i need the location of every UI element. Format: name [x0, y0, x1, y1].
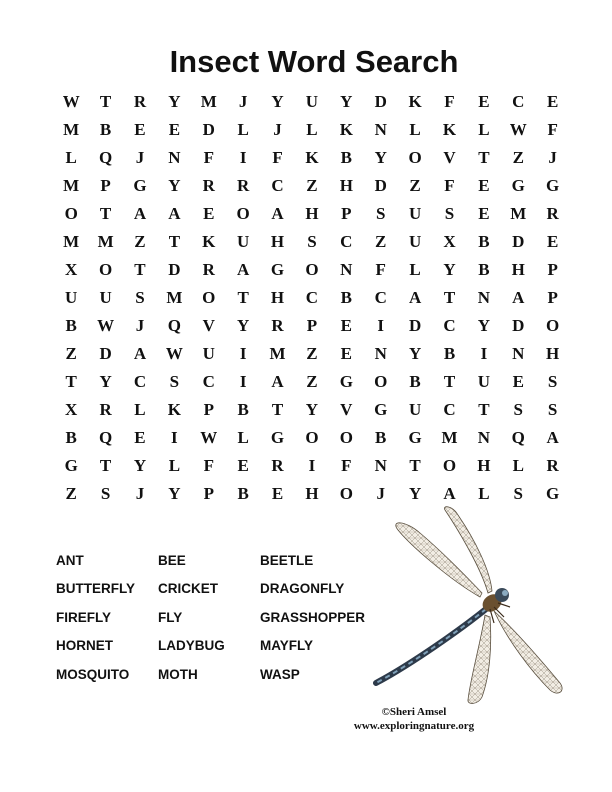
grid-letter: O [236, 204, 250, 223]
grid-letter: M [63, 120, 80, 139]
grid-letter: S [547, 400, 558, 419]
grid-letter: G [339, 372, 353, 391]
grid-letter: C [340, 232, 353, 251]
grid-letter: N [477, 428, 491, 447]
grid-letter: Y [271, 92, 284, 111]
grid-letter: N [374, 120, 387, 139]
grid-letter: H [305, 204, 319, 223]
grid-letter: T [478, 148, 490, 167]
grid-letter: M [63, 176, 80, 195]
grid-letter: Q [511, 428, 525, 447]
grid-letter: L [306, 120, 318, 139]
grid-letter: B [99, 120, 112, 139]
grid-letter: J [135, 316, 145, 335]
grid-letter: O [305, 428, 319, 447]
grid-letter: I [308, 456, 316, 475]
grid-letter: O [408, 148, 422, 167]
word-item: WASP [260, 666, 300, 682]
grid-letter: L [65, 148, 77, 167]
grid-row [54, 144, 570, 172]
grid-letter: O [98, 260, 113, 279]
grid-letter: E [237, 456, 249, 475]
grid-letter: D [374, 176, 387, 195]
letter-grid [54, 88, 570, 508]
grid-row [54, 368, 570, 396]
grid-row [54, 480, 570, 508]
grid-letter: O [64, 204, 78, 223]
grid-letter: E [478, 204, 490, 223]
grid-letter: B [65, 316, 77, 335]
grid-letter: J [273, 120, 282, 139]
word-item: FIREFLY [56, 609, 112, 625]
grid-letter: K [202, 232, 216, 251]
grid-letter: B [237, 400, 249, 419]
grid-letter: F [444, 176, 455, 195]
grid-row [54, 396, 570, 424]
grid-letter: U [408, 204, 422, 223]
grid-letter: Q [167, 316, 181, 335]
grid-letter: T [168, 232, 181, 251]
word-item: BEE [158, 552, 186, 568]
grid-letter: H [305, 484, 319, 503]
grid-letter: W [165, 344, 183, 363]
grid-letter: Z [512, 148, 524, 167]
grid-letter: G [270, 260, 285, 279]
grid-letter: J [135, 148, 145, 167]
grid-letter: R [237, 176, 250, 195]
grid-letter: N [374, 456, 387, 475]
grid-letter: Z [375, 232, 387, 251]
grid-letter: C [202, 372, 215, 391]
grid-letter: A [408, 288, 422, 307]
grid-letter: I [239, 344, 247, 363]
grid-letter: D [202, 120, 215, 139]
grid-letter: V [443, 148, 456, 167]
grid-letter: C [271, 176, 284, 195]
word-item: FLY [158, 609, 183, 625]
grid-letter: V [340, 400, 353, 419]
grid-letter: F [547, 120, 558, 139]
word-item: BUTTERFLY [56, 581, 136, 597]
grid-letter: H [511, 260, 525, 279]
grid-letter: U [237, 232, 250, 251]
grid-letter: A [443, 484, 456, 503]
grid-letter: E [271, 484, 284, 503]
grid-letter: R [271, 456, 284, 475]
grid-letter: S [444, 204, 455, 223]
word-item: LADYBUG [158, 638, 225, 654]
grid-letter: Z [65, 344, 77, 363]
grid-letter: T [271, 400, 284, 419]
grid-letter: L [237, 428, 249, 447]
grid-letter: U [408, 400, 422, 419]
grid-letter: U [99, 288, 112, 307]
grid-letter: U [477, 372, 491, 391]
grid-letter: B [340, 148, 352, 167]
grid-letter: L [409, 120, 421, 139]
grid-letter: S [307, 232, 317, 251]
grid-row [54, 256, 570, 284]
grid-letter: Z [409, 176, 421, 195]
grid-letter: E [478, 176, 490, 195]
grid-letter: U [305, 92, 319, 111]
grid-row [54, 172, 570, 200]
grid-letter: S [135, 288, 145, 307]
grid-letter: Y [99, 372, 112, 391]
grid-letter: J [238, 92, 248, 111]
grid-letter: Y [237, 316, 250, 335]
grid-letter: T [237, 288, 249, 307]
grid-letter: C [133, 372, 147, 391]
grid-letter: G [374, 400, 388, 419]
word-item: ANT [56, 552, 84, 568]
grid-letter: E [134, 428, 146, 447]
grid-letter: G [408, 428, 422, 447]
grid-letter: S [169, 372, 180, 391]
grid-letter: P [341, 204, 352, 223]
grid-letter: T [443, 288, 456, 307]
word-item: DRAGONFLY [260, 581, 345, 597]
grid-letter: E [546, 92, 559, 111]
grid-letter: F [341, 456, 352, 475]
grid-letter: D [512, 232, 525, 251]
grid-letter: R [99, 400, 112, 419]
word-item: GRASSHOPPER [260, 609, 366, 625]
grid-letter: U [408, 232, 422, 251]
grid-letter: B [443, 344, 456, 363]
grid-letter: C [512, 92, 525, 111]
grid-letter: G [511, 176, 525, 195]
word-list [56, 546, 400, 689]
grid-letter: N [512, 344, 525, 363]
grid-letter: L [168, 456, 181, 475]
grid-letter: B [375, 428, 387, 447]
word-list-row [56, 632, 400, 661]
grid-letter: Y [133, 456, 147, 475]
grid-letter: U [65, 288, 78, 307]
grid-letter: R [546, 456, 559, 475]
grid-letter: Z [65, 484, 77, 503]
grid-letter: B [65, 428, 77, 447]
grid-letter: M [63, 232, 80, 251]
credit [346, 705, 482, 733]
grid-letter: R [271, 316, 284, 335]
word-item: MOSQUITO [56, 666, 130, 682]
word-item: MOTH [158, 666, 198, 682]
grid-row [54, 340, 570, 368]
grid-letter: O [442, 456, 457, 475]
grid-letter: M [441, 428, 458, 447]
grid-letter: J [376, 484, 385, 503]
grid-letter: X [65, 260, 78, 279]
grid-letter: L [237, 120, 249, 139]
grid-letter: Z [306, 344, 318, 363]
grid-letter: H [270, 232, 285, 251]
grid-row [54, 116, 570, 144]
grid-letter: A [271, 204, 284, 223]
grid-letter: L [512, 456, 524, 475]
grid-letter: Y [168, 484, 181, 503]
grid-letter: A [237, 260, 250, 279]
grid-letter: G [270, 428, 285, 447]
grid-letter: S [375, 204, 386, 223]
grid-row [54, 88, 570, 116]
grid-letter: M [97, 232, 114, 251]
grid-letter: F [203, 148, 214, 167]
grid-letter: A [133, 344, 147, 363]
grid-letter: E [203, 204, 215, 223]
grid-letter: O [305, 260, 319, 279]
grid-letter: P [547, 288, 558, 307]
grid-letter: K [408, 92, 422, 111]
grid-letter: G [64, 456, 78, 475]
grid-letter: K [339, 120, 353, 139]
grid-letter: W [509, 120, 527, 139]
grid-letter: Y [305, 400, 319, 419]
dragonfly-illustration [370, 505, 570, 705]
grid-letter: Y [168, 92, 181, 111]
grid-letter: I [239, 148, 247, 167]
grid-letter: P [100, 176, 111, 195]
grid-letter: D [168, 260, 181, 279]
grid-row [54, 284, 570, 312]
grid-letter: E [478, 92, 490, 111]
grid-letter: F [272, 148, 283, 167]
grid-letter: M [166, 288, 183, 307]
grid-letter: R [546, 204, 559, 223]
grid-letter: N [374, 344, 387, 363]
grid-letter: Y [443, 260, 456, 279]
grid-letter: C [374, 288, 387, 307]
grid-letter: N [340, 260, 353, 279]
grid-letter: A [512, 288, 525, 307]
grid-letter: R [202, 260, 215, 279]
grid-letter: Z [134, 232, 146, 251]
grid-letter: F [375, 260, 386, 279]
grid-letter: A [271, 372, 284, 391]
grid-row [54, 228, 570, 256]
grid-letter: Z [306, 176, 318, 195]
word-list-row [56, 603, 400, 632]
grid-letter: K [305, 148, 319, 167]
grid-letter: O [374, 372, 388, 391]
grid-letter: J [135, 484, 145, 503]
grid-letter: A [546, 428, 559, 447]
grid-letter: C [305, 288, 319, 307]
word-list-row [56, 660, 400, 689]
grid-letter: Z [306, 372, 318, 391]
grid-letter: F [444, 92, 455, 111]
grid-letter: T [409, 456, 421, 475]
grid-letter: G [546, 176, 560, 195]
grid-letter: Y [408, 484, 422, 503]
grid-letter: Y [408, 344, 422, 363]
grid-row [54, 424, 570, 452]
grid-letter: S [513, 484, 523, 503]
grid-letter: P [203, 484, 214, 503]
grid-letter: M [510, 204, 527, 223]
grid-letter: B [340, 288, 352, 307]
page-title: Insect Word Search [169, 44, 459, 79]
grid-letter: Q [98, 428, 113, 447]
grid-letter: K [167, 400, 181, 419]
grid-letter: U [202, 344, 215, 363]
grid-letter: J [548, 148, 557, 167]
grid-letter: X [65, 400, 78, 419]
grid-letter: W [62, 92, 80, 111]
grid-letter: M [200, 92, 217, 111]
word-list-row [56, 575, 400, 604]
grid-letter: K [442, 120, 457, 139]
grid-letter: P [203, 400, 214, 419]
grid-letter: M [269, 344, 286, 363]
grid-letter: I [480, 344, 488, 363]
grid-row [54, 312, 570, 340]
grid-letter: D [99, 344, 112, 363]
grid-letter: I [171, 428, 178, 447]
grid-letter: E [168, 120, 181, 139]
grid-letter: H [477, 456, 491, 475]
grid-letter: O [339, 428, 353, 447]
grid-letter: T [99, 204, 112, 223]
grid-letter: I [239, 372, 247, 391]
grid-letter: T [99, 92, 112, 111]
grid-letter: W [97, 316, 115, 335]
grid-letter: Y [477, 316, 491, 335]
grid-letter: T [134, 260, 146, 279]
grid-letter: I [377, 316, 385, 335]
grid-letter: B [409, 372, 421, 391]
grid-letter: O [546, 316, 560, 335]
grid-letter: P [547, 260, 558, 279]
grid-letter: E [134, 120, 146, 139]
grid-letter: G [133, 176, 147, 195]
grid-letter: W [200, 428, 218, 447]
grid-letter: D [374, 92, 387, 111]
grid-letter: S [547, 372, 558, 391]
grid-letter: L [478, 484, 490, 503]
grid-row [54, 200, 570, 228]
grid-letter: H [270, 288, 285, 307]
grid-letter: B [478, 232, 490, 251]
grid-letter: E [512, 372, 524, 391]
grid-letter: V [202, 316, 215, 335]
grid-letter: N [477, 288, 491, 307]
grid-letter: A [168, 204, 181, 223]
grid-letter: C [443, 400, 456, 419]
grid-row [54, 452, 570, 480]
grid-letter: O [339, 484, 353, 503]
credit-website: www.exploringnature.org [353, 720, 475, 732]
grid-letter: H [546, 344, 560, 363]
grid-letter: S [513, 400, 523, 419]
grid-letter: Y [340, 92, 353, 111]
grid-letter: O [202, 288, 216, 307]
grid-letter: P [306, 316, 318, 335]
grid-letter: L [409, 260, 421, 279]
grid-letter: X [443, 232, 456, 251]
grid-letter: Y [168, 176, 181, 195]
grid-letter: Q [98, 148, 113, 167]
grid-letter: L [478, 120, 490, 139]
word-item: MAYFLY [260, 638, 314, 654]
grid-letter: E [340, 316, 352, 335]
word-list-row [56, 546, 400, 575]
grid-letter: D [512, 316, 525, 335]
grid-letter: G [546, 484, 560, 503]
grid-letter: T [99, 456, 112, 475]
grid-letter: R [202, 176, 215, 195]
grid-letter: B [237, 484, 249, 503]
word-item: HORNET [56, 638, 113, 654]
grid-letter: B [478, 260, 490, 279]
grid-letter: E [546, 232, 559, 251]
grid-letter: L [134, 400, 146, 419]
grid-letter: Y [374, 148, 387, 167]
grid-letter: R [133, 92, 147, 111]
word-item: BEETLE [260, 552, 314, 568]
grid-letter: D [408, 316, 422, 335]
grid-letter: S [100, 484, 111, 503]
grid-letter: E [340, 344, 352, 363]
grid-letter: N [168, 148, 181, 167]
grid-letter: T [65, 372, 77, 391]
credit-author: ©Sheri Amsel [381, 706, 447, 718]
grid-letter: T [478, 400, 490, 419]
word-item: CRICKET [158, 581, 218, 597]
grid-letter: T [443, 372, 456, 391]
grid-letter: F [203, 456, 214, 475]
grid-letter: C [443, 316, 456, 335]
grid-letter: A [133, 204, 147, 223]
grid-letter: H [339, 176, 353, 195]
